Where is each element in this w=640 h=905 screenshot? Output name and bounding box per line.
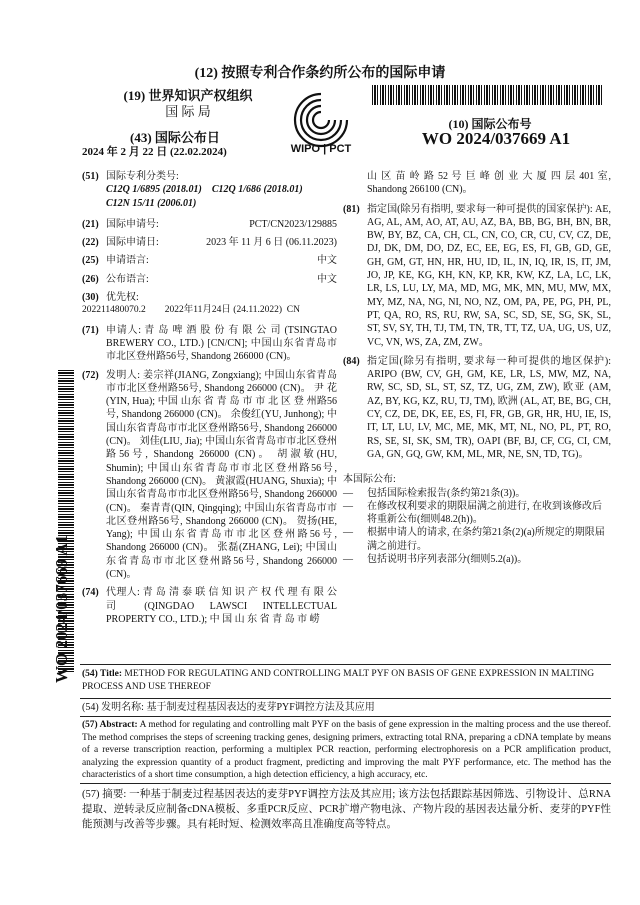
pub-number: WO 2024/037669 A1 — [421, 129, 571, 148]
separator-line — [80, 698, 611, 699]
publication-item: — 包括说明书序列表部分(细则5.2(a))。 — [343, 554, 528, 566]
applicant-text: 申请人: 青 岛 啤 酒 股 份 有 限 公 司 (TSINGTAO BREWERY CO., LTD.) [CN/CN]; 中国山东省青岛市市北区登州路56号, Shandong 266000 (CN)。 — [106, 324, 337, 363]
field-72 — [82, 369, 337, 582]
abstract-cn-label: (57) 摘要: — [82, 789, 127, 800]
abstract-en-text: A method for regulating and controlling malt PYF on the basis of gene expression in the malting process and the use thereof. The method comprises the steps of screening tracking genes, designing primers, extracting total RNA, preparing a cDNA template by means of a reverse transcription reaction, performing a multiplex PCR reaction, performing electrophoresis on a PCR amplification product, analyzing the expression quantity of a product fragment, predicting and improving the malt PYF performance, etc. The method has the characteristics of a short time consumption, a high detection efficiency, a high accuracy, etc. — [82, 720, 611, 781]
publication-item: — 包括国际检索报告(条约第21条(3))。 — [343, 487, 526, 499]
publication-item: — 根据申请人的请求, 在条约第21条(2)(a)所规定的期限届满之前进行。 — [343, 526, 611, 553]
field-30-value: 202211480070.2 2022年11月24日 (24.11.2022) CN — [82, 305, 300, 316]
ipc-code: C12Q 1/686 (2018.01) — [211, 184, 303, 196]
field-22-value: 2023 年 11 月 6 日 (06.11.2023) — [206, 237, 337, 249]
side-pub-number: WO 2024/037669 A1 — [52, 534, 71, 683]
field-71 — [82, 324, 337, 364]
wipo-logo-text: WIPO | PCT — [290, 143, 352, 155]
field-25-value: 中文 — [317, 255, 337, 267]
field-30-label: (30) — [82, 292, 99, 304]
international-bureau: 国 际 局 — [165, 104, 211, 119]
separator-line — [80, 664, 611, 665]
abstract-cn-text: 一种基于制麦过程基因表达的麦芽PYF调控方法及其应用; 该方法包括跟踪基因筛选、引物设计、总RNA提取、逆转录反应制备cDNA模板、多重PCR反应、PCR扩增产物电泳、产物片段的基因表达量分析、麦芽的PYF性能预测与改善等步骤。具有耗时短、检测效率高且准确度高等特点。 — [82, 789, 611, 830]
field-30 — [82, 291, 337, 318]
field-25-label: (25) — [82, 255, 99, 267]
wipo-org-name: (19) 世界知识产权组织 — [123, 88, 253, 103]
separator-line — [80, 716, 611, 717]
field-21 — [82, 218, 337, 231]
title-cn-label: (54) 发明名称: — [82, 702, 144, 713]
title-en-label: (54) Title: — [82, 669, 123, 679]
barcode-top — [372, 85, 604, 105]
publication-item-text: 在修改权利要求的期限届满之前进行, 在收到该修改后将重新公布(细则48.2(h))。 — [367, 500, 602, 526]
title-en — [82, 668, 611, 693]
document-title: (12) 按照专利合作条约所公布的国际申请 — [194, 66, 446, 81]
separator-line — [80, 783, 611, 784]
ipc-code: C12N 15/11 (2006.01) — [106, 197, 197, 209]
field-84 — [343, 355, 611, 461]
field-25 — [82, 254, 337, 267]
field-25-title: 申请语言: — [106, 255, 149, 267]
field-84-label: (84) — [343, 355, 360, 367]
field-26-value: 中文 — [317, 273, 337, 285]
abstract-en-label: (57) Abstract: — [82, 720, 138, 730]
field-51 — [82, 170, 337, 210]
ipc-code: C12Q 1/6895 (2018.01) — [106, 184, 202, 196]
title-en-text: METHOD FOR REGULATING AND CONTROLLING MALT PYF ON BASIS OF GENE EXPRESSION IN MALTING PROCESS AND USE THEREOF — [82, 669, 595, 692]
field-22-label: (22) — [82, 237, 99, 249]
field-51-title: 国际专利分类号: — [106, 171, 179, 182]
regional-states-text: 指定国(除另有指明, 要求每一种可提供的地区保护): ARIPO (BW, CV, GH, GM, KE, LR, LS, MW, MZ, NA, RW, SC, SD, SL, ST, SZ, TZ, UG, ZM, ZW), 欧亚 (AM, AZ, BY, KG, KZ, RU, TJ, TM), 欧洲 (AL, AT, BE, BG, CH, CY, CZ, DE, DK, EE, ES, FI, FR, GB, GR, HR, HU, IE, IS, IT, LT, LU, LV, MC, ME, MK, MT, NL, NO, PL, PT, RO, RS, SE, SI, SK, SM, TR), OAPI (BF, BJ, CF, CG, CI, CM, GA, GN, GQ, GW, KM, ML, MR, NE, SN, TD, TG)。 — [367, 355, 611, 460]
title-cn-text: 基于制麦过程基因表达的麦芽PYF调控方法及其应用 — [146, 702, 375, 713]
field-81-label: (81) — [343, 203, 360, 215]
field-22-title: 国际申请日: — [106, 237, 159, 249]
right-column — [343, 170, 611, 566]
wipo-logo-icon — [265, 86, 377, 156]
publication-item: — 在修改权利要求的期限届满之前进行, 在收到该修改后将重新公布(细则48.2(h))。 — [343, 500, 611, 527]
field-74 — [82, 586, 337, 626]
field-21-label: (21) — [82, 218, 99, 230]
field-26 — [82, 273, 337, 286]
abstract-cn — [82, 787, 611, 832]
publication-item-text: 包括说明书序列表部分(细则5.2(a))。 — [367, 554, 528, 566]
field-21-title: 国际申请号: — [106, 218, 159, 230]
agent-text: 代理人: 青 岛 清 泰 联 信 知 识 产 权 代 理 有 限 公 司 (QINGDAO LAWSCI INTELLECTUAL PROPERTY CO., LTD.); 中 国 山 东 省 青 岛 市 崂 — [106, 587, 337, 625]
field-51-label: (51) — [82, 171, 99, 182]
field-72-label: (72) — [82, 369, 99, 381]
field-22 — [82, 236, 337, 249]
field-21-value: PCT/CN2023/129885 — [249, 218, 337, 230]
pub-number-label: (10) 国际公布号 — [448, 117, 532, 131]
field-74-label: (74) — [82, 587, 99, 599]
left-column — [82, 170, 337, 626]
agent-address-continued: 山 区 苗 岭 路 52 号 巨 峰 创 业 大 厦 四 层 401 室, Shandong 266100 (CN)。 — [367, 171, 611, 196]
publication-info-title: 本国际公布: — [343, 474, 396, 486]
inventors-text: 发明人: 姜宗祥(JIANG, Zongxiang); 中国山东省青岛市市北区登州路56号, Shandong 266000 (CN)。 尹 花 (YIN, Hua); 中国 山东 省 青 岛 市 市 北 区 登 州路56号, Shandong 266000 (CN)。 余俊红(YU, Junhong); 中国山东省青岛市市北区登州路56号, Shandong 266000 (CN)。 刘佳(LIU, Jia); 中国山东省青岛市市北区登州路56号, Shandong 266000 (CN)。 胡淑敏(HU, Shumin); 中国山东省青岛市市北区登州路56号, Shandong 266000 (CN)。 黄淑霞(HUANG, Shuxia); 中国山东省青岛市市北区登州路56号, Shandong 266000 (CN)。 秦青青(QIN, Qingqing); 中国山东省青岛市市北区登州路56号, Shandong 266000 (CN)。 贺扬(HE, Yang); 中国山东省青岛市市北区登州路56号, Shandong 266000 (CN)。 张磊(ZHANG, Lei); 中国山东省青岛市市北区登州路56号, Shandong 266000 (CN)。 — [106, 369, 337, 581]
abstract-en — [82, 719, 611, 782]
designated-states-text: 指定国(除另有指明, 要求每一种可提供的国家保护): AE, AG, AL, AM, AO, AT, AU, AZ, BA, BB, BG, BH, BN, BR, BW, BY, BZ, CA, CH, CL, CN, CO, CR, CU, CV, CZ, DE, DJ, DK, DM, DO, DZ, EC, EE, EG, ES, FI, GB, GD, GE, GH, GM, GT, HN, HR, HU, ID, IL, IN, IQ, IR, IS, IT, JM, JO, JP, KE, KG, KH, KN, KP, KR, KW, KZ, LA, LC, LK, LR, LS, LU, LY, MA, MD, MG, MK, MN, MU, MW, MX, MY, MZ, NA, NG, NI, NO, NZ, OM, PA, PE, PG, PH, PL, PT, QA, RO, RS, RU, RW, SA, SC, SD, SE, SG, SK, SL, ST, SV, SY, TH, TJ, TM, TN, TR, TT, TZ, UA, UG, US, UZ, VC, VN, WS, ZA, ZM, ZW。 — [367, 203, 611, 348]
pub-date: 2024 年 2 月 22 日 (22.02.2024) — [82, 146, 227, 158]
field-30-title: 优先权: — [106, 292, 139, 304]
publication-item-text: 包括国际检索报告(条约第21条(3))。 — [367, 487, 526, 499]
field-26-label: (26) — [82, 273, 99, 285]
field-81 — [343, 203, 611, 349]
field-71-label: (71) — [82, 324, 99, 336]
field-26-title: 公布语言: — [106, 273, 149, 285]
pub-date-label: (43) 国际公布日 — [130, 130, 220, 145]
publication-item-text: 根据申请人的请求, 在条约第21条(2)(a)所规定的期限届满之前进行。 — [367, 527, 605, 552]
title-cn — [82, 701, 611, 714]
